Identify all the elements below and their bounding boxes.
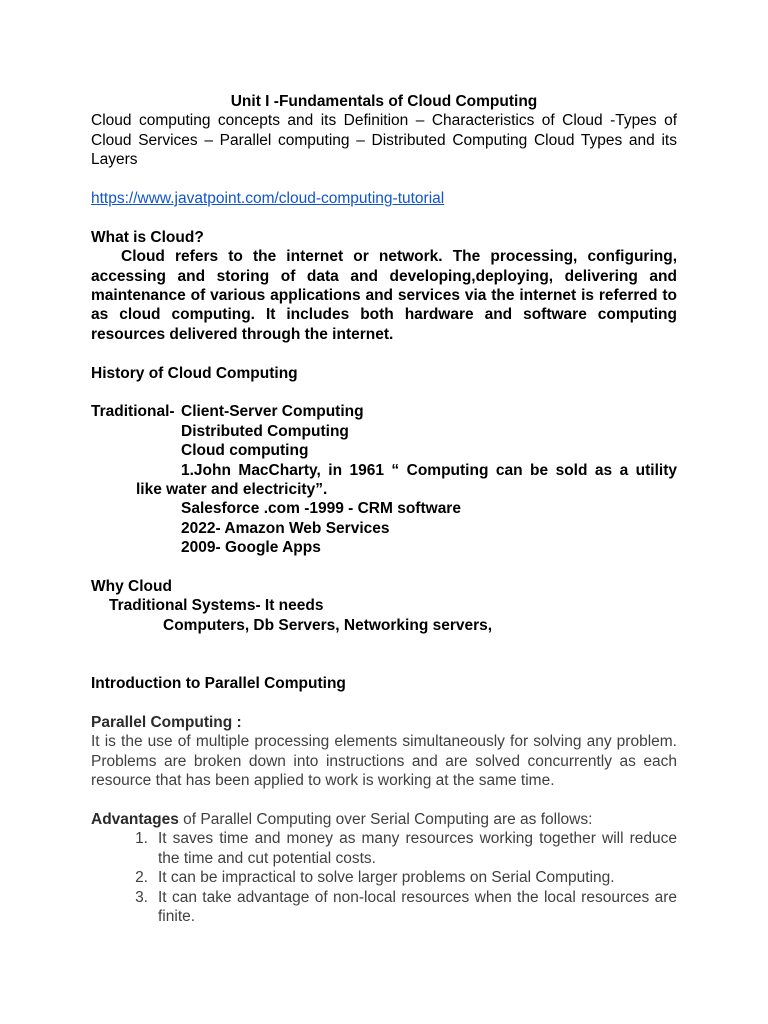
list-text: It can take advantage of non-local resources when the local resources are finite. [158,888,677,925]
history-traditional-row [91,402,677,421]
history-quote-line1: 1.John MacCharty, in 1961 “ Computing can be sold as a utility [181,461,677,479]
history-entry-google: 2009- Google Apps [181,539,321,557]
history-quote-line2: like water and electricity”. [136,481,328,499]
list-item [91,829,677,868]
advantages-list [91,829,677,926]
list-item [91,868,677,887]
what-is-cloud-body: Cloud refers to the internet or network. The processing, configuring, accessing and storing of data and developing,deploying, delivering and maintenance of various applications and services via the internet is referred to as cloud computing. It includes both hardware and software computing resources delivered through the internet. [91,248,677,343]
why-cloud-line2: Computers, Db Servers, Networking servers, [163,616,493,634]
history-traditional-label: Traditional- [91,403,175,421]
list-number: 2. [135,869,148,887]
history-item-client-server: Client-Server Computing [181,403,364,421]
page-title: Unit I -Fundamentals of Cloud Computing [230,93,538,110]
history-item-distributed: Distributed Computing [181,422,349,440]
advantages-label: Advantages [91,810,179,828]
parallel-heading: Introduction to Parallel Computing [91,675,346,693]
unit-syllabus: Cloud computing concepts and its Definition – Characteristics of Cloud -Types of Cloud Services – Parallel computing – Distributed Computing Cloud Types and its Layers [91,112,677,169]
document-content [91,92,677,926]
history-heading: History of Cloud Computing [91,364,298,382]
history-entry-aws: 2022- Amazon Web Services [181,519,390,537]
parallel-body: It is the use of multiple processing elements simultaneously for solving any problem. Problems are broken down into instructions and are solved concurrently as each resource that has been applied to work is working at the same time. [91,733,677,790]
history-item-cloud: Cloud computing [181,442,309,460]
what-is-cloud-heading: What is Cloud? [91,228,204,246]
why-cloud-heading: Why Cloud [91,578,172,596]
list-text: It saves time and money as many resources working together will reduce the time and cut potential costs. [158,830,677,867]
advantages-intro [91,810,677,829]
why-cloud-line1: Traditional Systems- It needs [109,597,324,615]
parallel-subheading: Parallel Computing : [91,713,242,731]
advantages-rest: of Parallel Computing over Serial Computing are as follows: [178,810,593,828]
list-text: It can be impractical to solve larger problems on Serial Computing. [158,869,615,887]
list-number: 3. [135,888,148,906]
list-item [91,888,677,927]
tutorial-link[interactable]: https://www.javatpoint.com/cloud-computing-tutorial [91,190,445,208]
history-entry-salesforce: Salesforce .com -1999 - CRM software [181,500,461,518]
list-number: 1. [135,830,148,848]
